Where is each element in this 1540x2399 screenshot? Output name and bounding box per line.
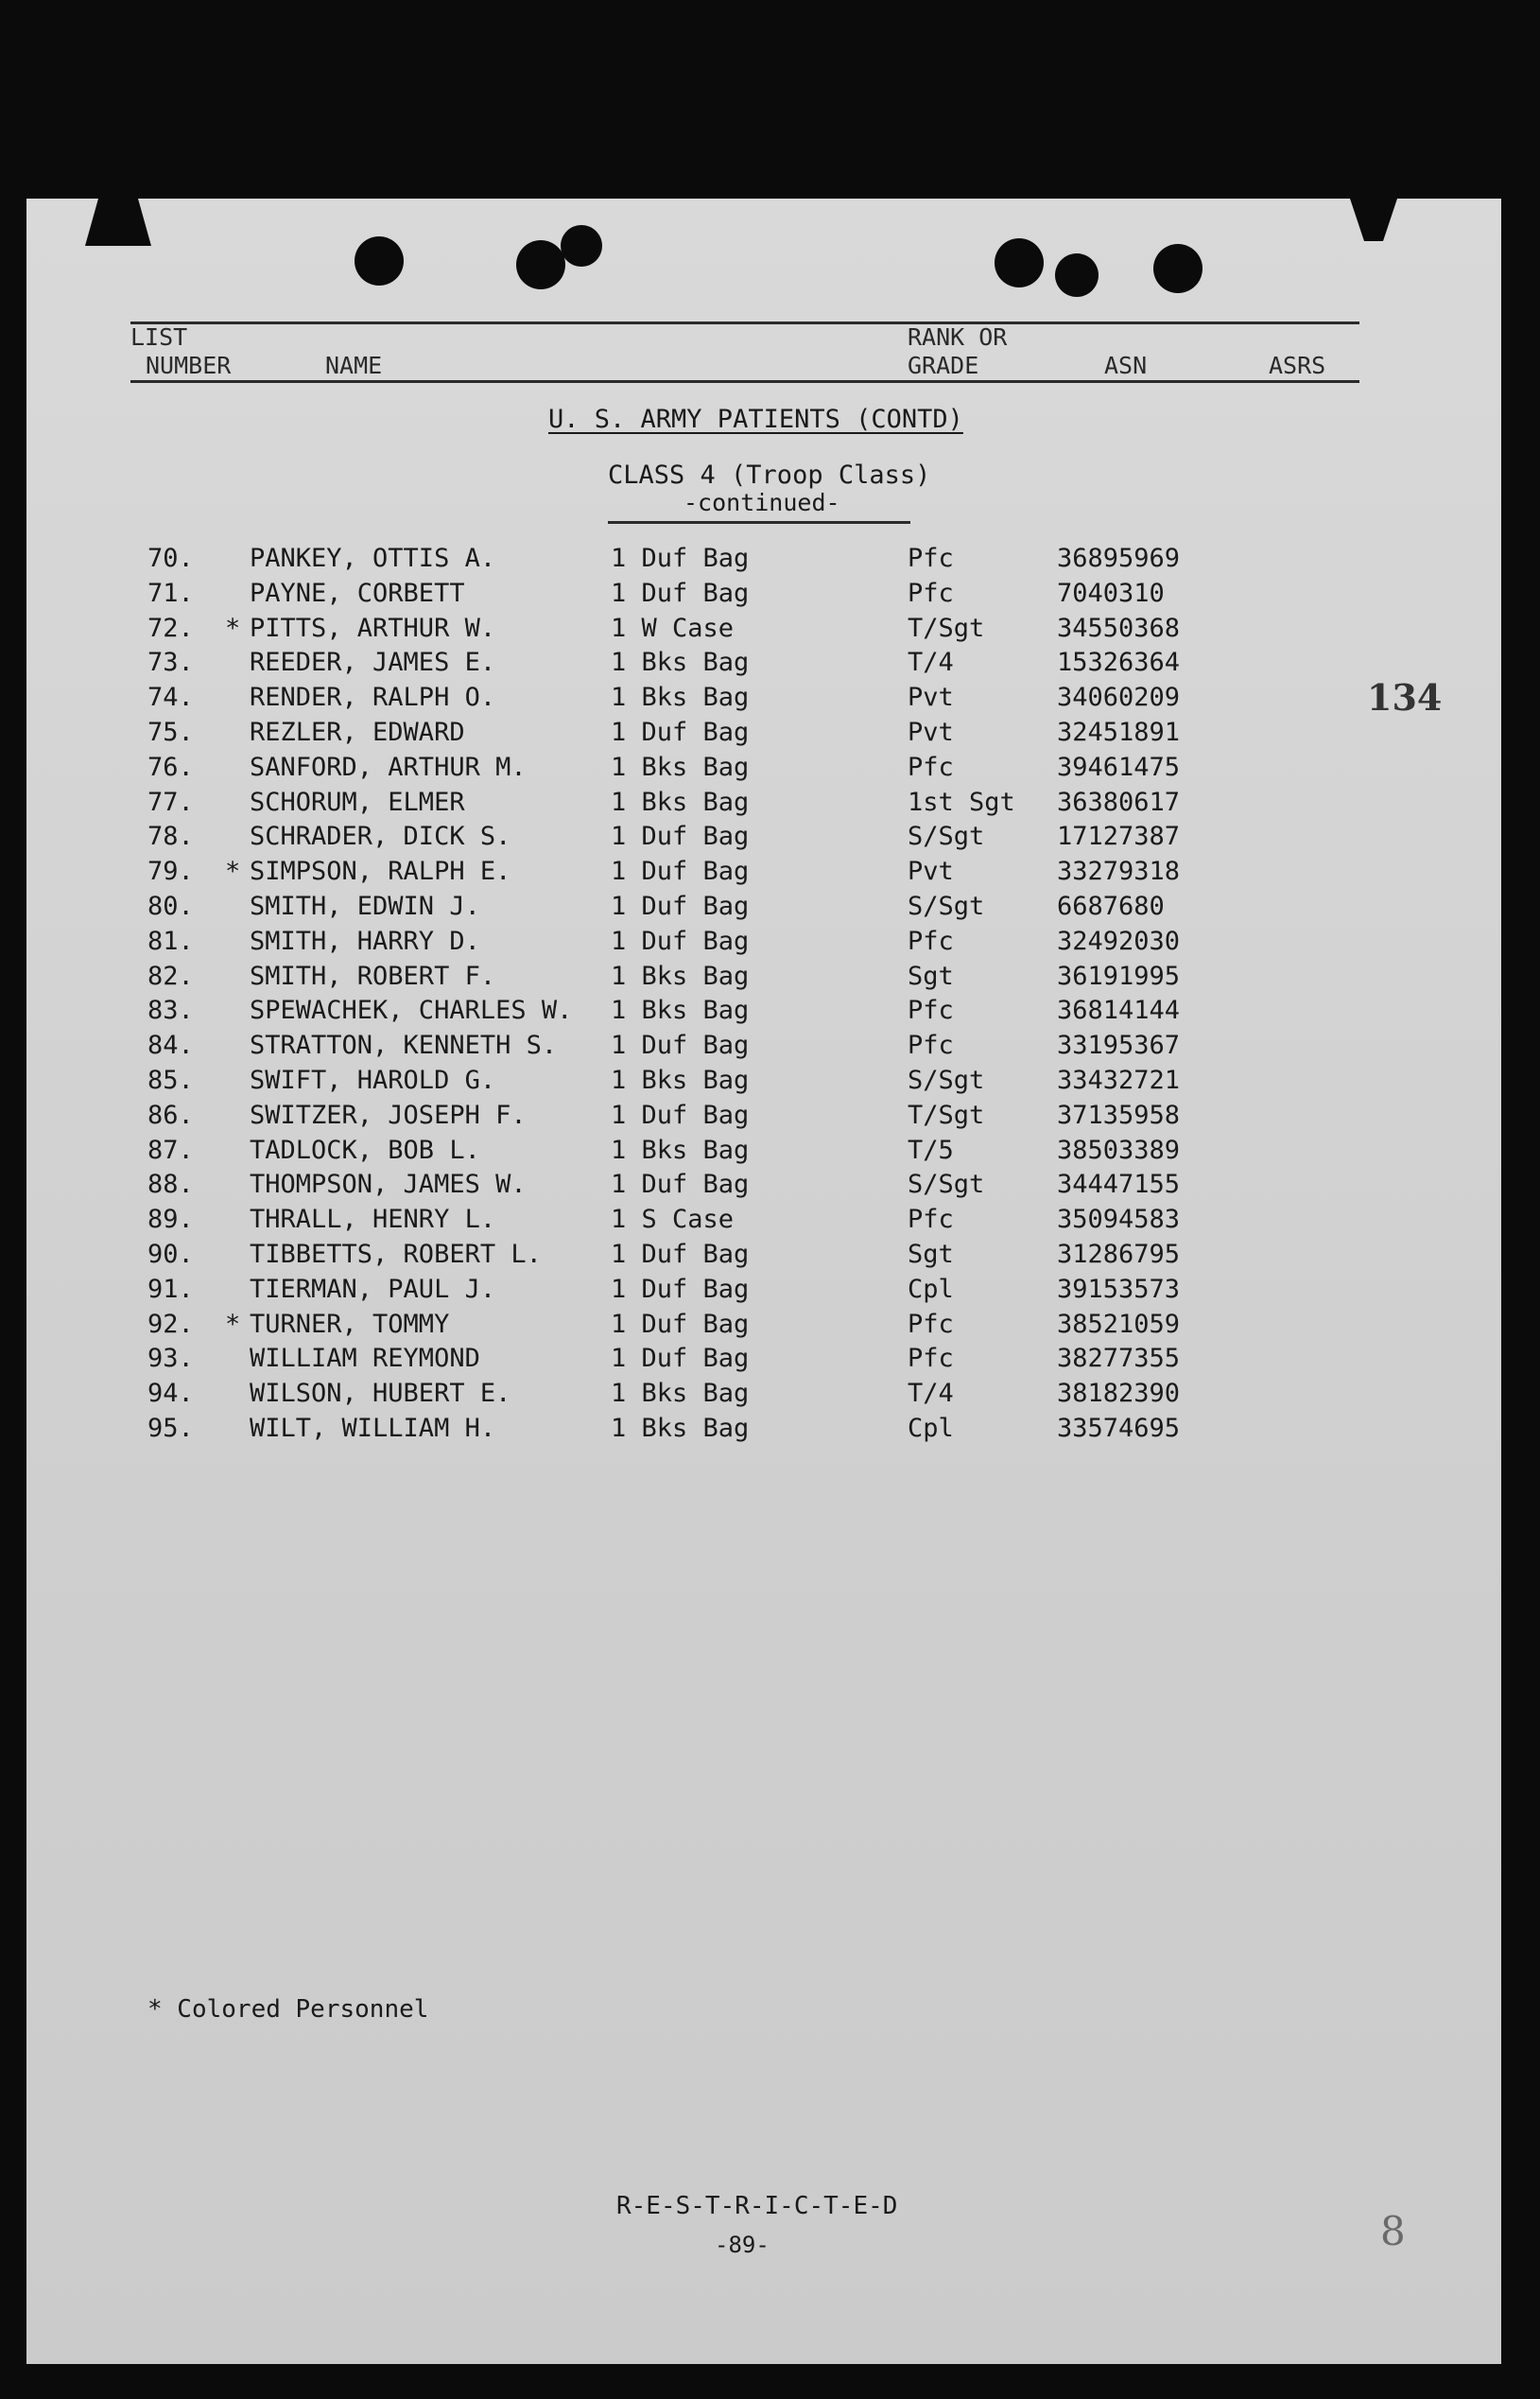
table-row <box>26 1310 1445 1347</box>
list-number: 79. <box>147 857 194 887</box>
colored-marker: * <box>225 1309 241 1339</box>
baggage: 1 Bks Bag <box>611 1135 750 1165</box>
table-row <box>26 1066 1445 1104</box>
colored-marker: * <box>225 613 241 643</box>
asn-number: 36814144 <box>1057 996 1181 1026</box>
patient-name: SPEWACHEK, CHARLES W. <box>250 996 573 1026</box>
header-name: NAME <box>325 352 383 379</box>
rank-grade: S/Sgt <box>908 892 985 921</box>
list-number: 80. <box>147 892 194 921</box>
asn-number: 38182390 <box>1057 1379 1181 1409</box>
list-number: 92. <box>147 1309 194 1339</box>
rank-grade: T/4 <box>908 1379 954 1409</box>
page-title: U. S. ARMY PATIENTS (CONTD) <box>548 405 963 434</box>
list-number: 85. <box>147 1066 194 1095</box>
baggage: 1 Duf Bag <box>611 1100 750 1130</box>
colored-marker: * <box>225 857 241 887</box>
table-row <box>26 1344 1445 1382</box>
header-bottom-rule <box>130 380 1359 383</box>
rank-grade: T/4 <box>908 648 954 678</box>
header-asn: ASN <box>1104 352 1148 379</box>
asn-number: 7040310 <box>1057 578 1165 608</box>
list-number: 75. <box>147 718 194 747</box>
list-number: 84. <box>147 1031 194 1061</box>
patient-name: SANFORD, ARTHUR M. <box>250 752 527 782</box>
patient-name: PANKEY, OTTIS A. <box>250 544 496 573</box>
baggage: 1 Duf Bag <box>611 718 750 747</box>
patient-name: RENDER, RALPH O. <box>250 683 496 713</box>
list-number: 89. <box>147 1205 194 1235</box>
list-number: 73. <box>147 648 194 678</box>
list-number: 83. <box>147 996 194 1026</box>
rank-grade: Pvt <box>908 683 954 713</box>
table-row <box>26 1101 1445 1139</box>
table-row <box>26 857 1445 895</box>
list-number: 76. <box>147 752 194 782</box>
patient-name: WILSON, HUBERT E. <box>250 1379 511 1409</box>
punch-hole <box>995 238 1044 287</box>
baggage: 1 Duf Bag <box>611 1031 750 1061</box>
patient-name: REZLER, EDWARD <box>250 718 465 747</box>
asn-number: 6687680 <box>1057 892 1165 921</box>
baggage: 1 Duf Bag <box>611 1170 750 1200</box>
document-page <box>26 199 1501 2364</box>
baggage: 1 Duf Bag <box>611 1309 750 1339</box>
asn-number: 33279318 <box>1057 857 1181 887</box>
rank-grade: Sgt <box>908 961 954 991</box>
baggage: 1 Bks Bag <box>611 996 750 1026</box>
baggage: 1 S Case <box>611 1205 735 1235</box>
patient-name: WILLIAM REYMOND <box>250 1344 480 1374</box>
patient-name: SMITH, EDWIN J. <box>250 892 480 921</box>
table-row <box>26 544 1445 582</box>
header-rank: RANK OR GRADE <box>908 323 1008 379</box>
baggage: 1 Duf Bag <box>611 578 750 608</box>
rank-grade: S/Sgt <box>908 1066 985 1095</box>
table-row <box>26 1275 1445 1312</box>
baggage: 1 Duf Bag <box>611 1344 750 1374</box>
rank-grade: Sgt <box>908 1240 954 1269</box>
torn-notch-left <box>85 199 151 246</box>
table-row <box>26 788 1445 826</box>
baggage: 1 W Case <box>611 613 735 643</box>
footnote: * Colored Personnel <box>147 1995 429 2024</box>
patient-name: PAYNE, CORBETT <box>250 578 465 608</box>
baggage: 1 Duf Bag <box>611 1240 750 1269</box>
page-number: -89- <box>715 2232 770 2258</box>
rank-grade: 1st Sgt <box>908 787 1015 817</box>
punch-hole <box>516 240 565 289</box>
baggage: 1 Bks Bag <box>611 1066 750 1095</box>
rank-grade: Pvt <box>908 857 954 887</box>
baggage: 1 Duf Bag <box>611 926 750 956</box>
baggage: 1 Bks Bag <box>611 1379 750 1409</box>
classification-marking: R-E-S-T-R-I-C-T-E-D <box>616 2192 898 2220</box>
list-number: 90. <box>147 1240 194 1269</box>
patient-name: TURNER, TOMMY <box>250 1309 450 1339</box>
rank-grade: Pvt <box>908 718 954 747</box>
header-list-number: LIST NUMBER <box>130 323 232 379</box>
patient-name: SMITH, ROBERT F. <box>250 961 496 991</box>
rank-grade: Pfc <box>908 752 954 782</box>
asn-number: 38503389 <box>1057 1135 1181 1165</box>
table-row <box>26 1414 1445 1452</box>
patient-name: TIBBETTS, ROBERT L. <box>250 1240 542 1269</box>
asn-number: 39153573 <box>1057 1274 1181 1304</box>
header-top-rule <box>130 322 1359 324</box>
asn-number: 39461475 <box>1057 752 1181 782</box>
rank-grade: T/5 <box>908 1135 954 1165</box>
list-number: 81. <box>147 926 194 956</box>
asn-number: 32492030 <box>1057 926 1181 956</box>
table-row <box>26 1136 1445 1173</box>
patient-name: SCHRADER, DICK S. <box>250 822 511 852</box>
baggage: 1 Bks Bag <box>611 752 750 782</box>
table-row <box>26 1379 1445 1417</box>
baggage: 1 Duf Bag <box>611 544 750 573</box>
list-number: 72. <box>147 613 194 643</box>
rank-grade: Pfc <box>908 1344 954 1374</box>
rank-grade: Pfc <box>908 1031 954 1061</box>
rank-grade: Pfc <box>908 544 954 573</box>
patient-name: SCHORUM, ELMER <box>250 787 465 817</box>
table-row <box>26 614 1445 652</box>
baggage: 1 Duf Bag <box>611 822 750 852</box>
asn-number: 37135958 <box>1057 1100 1181 1130</box>
rank-grade: T/Sgt <box>908 613 985 643</box>
asn-number: 32451891 <box>1057 718 1181 747</box>
asn-number: 38521059 <box>1057 1309 1181 1339</box>
side-page-number: 134 <box>1367 676 1443 719</box>
list-number: 71. <box>147 578 194 608</box>
asn-number: 15326364 <box>1057 648 1181 678</box>
patient-name: THRALL, HENRY L. <box>250 1205 496 1235</box>
rank-grade: Pfc <box>908 578 954 608</box>
list-number: 78. <box>147 822 194 852</box>
header-asrs: ASRS <box>1269 352 1326 379</box>
patient-name: SWITZER, JOSEPH F. <box>250 1100 527 1130</box>
patient-name: STRATTON, KENNETH S. <box>250 1031 558 1061</box>
baggage: 1 Bks Bag <box>611 787 750 817</box>
patient-name: SWIFT, HAROLD G. <box>250 1066 496 1095</box>
rank-grade: Pfc <box>908 1309 954 1339</box>
asn-number: 36895969 <box>1057 544 1181 573</box>
patient-name: SIMPSON, RALPH E. <box>250 857 511 887</box>
asn-number: 36191995 <box>1057 961 1181 991</box>
rank-grade: S/Sgt <box>908 822 985 852</box>
baggage: 1 Duf Bag <box>611 857 750 887</box>
patient-name: SMITH, HARRY D. <box>250 926 480 956</box>
table-row <box>26 648 1445 686</box>
list-number: 88. <box>147 1170 194 1200</box>
asn-number: 34447155 <box>1057 1170 1181 1200</box>
patient-name: REEDER, JAMES E. <box>250 648 496 678</box>
rank-grade: T/Sgt <box>908 1100 985 1130</box>
list-number: 74. <box>147 683 194 713</box>
torn-notch-right <box>1350 199 1397 241</box>
rank-grade: S/Sgt <box>908 1170 985 1200</box>
table-row <box>26 579 1445 617</box>
list-number: 82. <box>147 961 194 991</box>
baggage: 1 Bks Bag <box>611 683 750 713</box>
asn-number: 36380617 <box>1057 787 1181 817</box>
asn-number: 34060209 <box>1057 683 1181 713</box>
list-number: 94. <box>147 1379 194 1409</box>
asn-number: 33574695 <box>1057 1414 1181 1443</box>
patient-name: PITTS, ARTHUR W. <box>250 613 496 643</box>
table-row <box>26 718 1445 756</box>
punch-hole <box>355 236 404 286</box>
table-row <box>26 753 1445 791</box>
table-row <box>26 962 1445 1000</box>
list-number: 87. <box>147 1135 194 1165</box>
patient-name: TADLOCK, BOB L. <box>250 1135 480 1165</box>
patient-name: THOMPSON, JAMES W. <box>250 1170 527 1200</box>
rank-grade: Cpl <box>908 1274 954 1304</box>
asn-number: 33195367 <box>1057 1031 1181 1061</box>
table-row <box>26 1170 1445 1208</box>
baggage: 1 Bks Bag <box>611 1414 750 1443</box>
table-row <box>26 1205 1445 1243</box>
rank-grade: Pfc <box>908 1205 954 1235</box>
list-number: 70. <box>147 544 194 573</box>
table-row <box>26 927 1445 965</box>
table-row <box>26 1240 1445 1278</box>
table-row <box>26 822 1445 860</box>
rank-grade: Pfc <box>908 996 954 1026</box>
patient-name: TIERMAN, PAUL J. <box>250 1274 496 1304</box>
asn-number: 38277355 <box>1057 1344 1181 1374</box>
table-row <box>26 683 1445 721</box>
list-number: 91. <box>147 1274 194 1304</box>
table-row <box>26 1031 1445 1069</box>
asn-number: 33432721 <box>1057 1066 1181 1095</box>
rank-grade: Pfc <box>908 926 954 956</box>
baggage: 1 Bks Bag <box>611 961 750 991</box>
asn-number: 31286795 <box>1057 1240 1181 1269</box>
baggage: 1 Duf Bag <box>611 1274 750 1304</box>
table-row <box>26 892 1445 930</box>
asn-number: 17127387 <box>1057 822 1181 852</box>
asn-number: 35094583 <box>1057 1205 1181 1235</box>
punch-hole <box>561 225 602 267</box>
rank-grade: Cpl <box>908 1414 954 1443</box>
punch-hole <box>1055 253 1099 297</box>
baggage: 1 Duf Bag <box>611 892 750 921</box>
list-number: 95. <box>147 1414 194 1443</box>
list-number: 77. <box>147 787 194 817</box>
patient-name: WILT, WILLIAM H. <box>250 1414 496 1443</box>
table-row <box>26 996 1445 1034</box>
list-number: 93. <box>147 1344 194 1374</box>
baggage: 1 Bks Bag <box>611 648 750 678</box>
continued-label: -continued- <box>683 489 840 516</box>
punch-hole <box>1153 244 1203 293</box>
asn-number: 34550368 <box>1057 613 1181 643</box>
list-number: 86. <box>147 1100 194 1130</box>
class-underline <box>608 521 910 524</box>
margin-pencil-mark: 8 <box>1380 2208 1406 2254</box>
class-heading: CLASS 4 (Troop Class) <box>608 461 931 490</box>
